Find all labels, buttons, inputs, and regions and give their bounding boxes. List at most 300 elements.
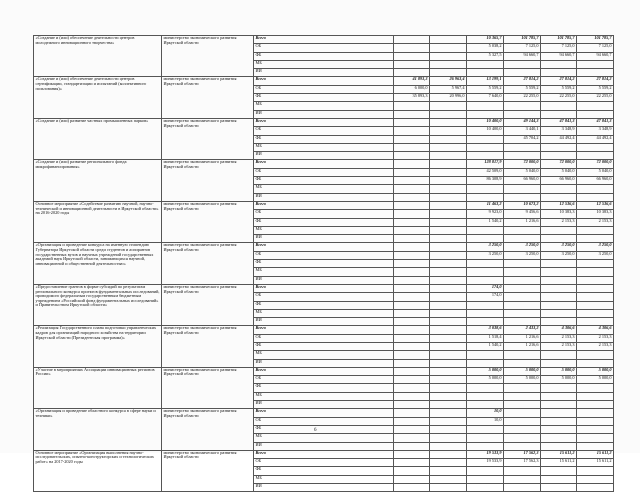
amount-cell: [430, 235, 467, 243]
funding-source: ФБ: [254, 177, 394, 185]
amount-cell: [504, 467, 541, 475]
amount-cell: [430, 135, 467, 143]
amount-cell: [430, 367, 467, 375]
amount-cell: [504, 434, 541, 442]
funding-source: Всего: [254, 326, 394, 334]
funding-source: ФБ: [254, 135, 394, 143]
amount-cell: [541, 276, 577, 284]
funding-source: ИИ: [254, 110, 394, 118]
amount-cell: [577, 417, 614, 425]
amount-cell: [541, 392, 577, 400]
funding-source: МБ: [254, 143, 394, 151]
funding-source: МБ: [254, 392, 394, 400]
amount-cell: 3 250,0: [577, 251, 614, 259]
program-name: «Организация и проведение конкурса на именную стипендию Губернатора Иркутской области среди студентов и аспирантов государственных вузов и научных учреждений государственных академий наук Иркутской области, занимающихся научной, инновационной и общественной деятельностью»: [34, 243, 162, 284]
amount-cell: 1 518,4: [467, 334, 504, 342]
amount-cell: 7 125,0: [504, 44, 541, 52]
funding-source: ИИ: [254, 359, 394, 367]
funding-source: МБ: [254, 351, 394, 359]
amount-cell: [430, 409, 467, 417]
amount-cell: [430, 351, 467, 359]
amount-cell: [577, 193, 614, 201]
amount-cell: [467, 425, 504, 433]
funding-source: ФБ: [254, 218, 394, 226]
table-row: [34, 36, 614, 44]
amount-cell: 1 216,6: [504, 342, 541, 350]
amount-cell: [467, 268, 504, 276]
amount-cell: [577, 442, 614, 450]
amount-cell: [467, 193, 504, 201]
amount-cell: 10 383,3: [577, 210, 614, 218]
amount-cell: [541, 417, 577, 425]
funding-source: ОБ: [254, 127, 394, 135]
funding-source: Всего: [254, 243, 394, 251]
amount-cell: [430, 484, 467, 492]
amount-cell: [504, 60, 541, 68]
amount-cell: [394, 235, 430, 243]
amount-cell: 11 463,2: [467, 201, 504, 209]
amount-cell: [577, 318, 614, 326]
program-executor: министерство экономического развития Иркутской области: [162, 450, 254, 491]
amount-cell: 1 216,6: [504, 334, 541, 342]
amount-cell: [394, 475, 430, 483]
amount-cell: 47 841,3: [541, 118, 577, 126]
amount-cell: [577, 102, 614, 110]
amount-cell: 5 038,2: [467, 44, 504, 52]
funding-source: ФБ: [254, 94, 394, 102]
amount-cell: [541, 152, 577, 160]
amount-cell: [467, 276, 504, 284]
funding-source: Всего: [254, 201, 394, 209]
amount-cell: [541, 293, 577, 301]
amount-cell: 1 540,2: [467, 342, 504, 350]
amount-cell: [430, 434, 467, 442]
amount-cell: [541, 143, 577, 151]
amount-cell: [394, 318, 430, 326]
amount-cell: 2 153,3: [541, 342, 577, 350]
amount-cell: [394, 218, 430, 226]
amount-cell: [504, 359, 541, 367]
amount-cell: [394, 268, 430, 276]
amount-cell: [467, 235, 504, 243]
table-row: [34, 243, 614, 251]
amount-cell: [430, 260, 467, 268]
funding-source: МБ: [254, 309, 394, 317]
funding-source: ИИ: [254, 152, 394, 160]
amount-cell: [394, 301, 430, 309]
amount-cell: [504, 442, 541, 450]
amount-cell: [430, 102, 467, 110]
amount-cell: [430, 218, 467, 226]
amount-cell: 10,0: [467, 409, 504, 417]
funding-source: Всего: [254, 36, 394, 44]
amount-cell: 3 348,9: [577, 127, 614, 135]
amount-cell: [504, 102, 541, 110]
amount-cell: [394, 226, 430, 234]
amount-cell: [394, 177, 430, 185]
amount-cell: 3 250,0: [504, 243, 541, 251]
amount-cell: [394, 260, 430, 268]
amount-cell: [430, 334, 467, 342]
amount-cell: [394, 459, 430, 467]
funding-source: ИИ: [254, 401, 394, 409]
amount-cell: 19 533,9: [467, 459, 504, 467]
amount-cell: [577, 268, 614, 276]
amount-cell: [467, 69, 504, 77]
table-row: [34, 450, 614, 458]
amount-cell: [430, 318, 467, 326]
funding-source: ИИ: [254, 235, 394, 243]
table-row: [34, 201, 614, 209]
amount-cell: 44 492,4: [541, 135, 577, 143]
amount-cell: [467, 260, 504, 268]
amount-cell: 5 000,0: [504, 376, 541, 384]
funding-source: МБ: [254, 102, 394, 110]
table-row: [34, 284, 614, 292]
funding-source: Всего: [254, 77, 394, 85]
amount-cell: [430, 276, 467, 284]
program-name: Основное мероприятие «Содействие развитию научной, научно-технической и инновационной деятельности в Иркутской области» на 2016-2020 годы: [34, 201, 162, 242]
amount-cell: [394, 401, 430, 409]
amount-cell: [541, 301, 577, 309]
amount-cell: 10 673,2: [504, 201, 541, 209]
amount-cell: 47 841,3: [577, 118, 614, 126]
amount-cell: 6 000,0: [394, 85, 430, 93]
amount-cell: [394, 392, 430, 400]
amount-cell: [430, 359, 467, 367]
amount-cell: 72 000,0: [577, 160, 614, 168]
amount-cell: [541, 309, 577, 317]
amount-cell: 10,0: [467, 417, 504, 425]
program-name: «Создание и (или) развитие частных промышленных парков»: [34, 118, 162, 159]
amount-cell: 5 000,0: [467, 367, 504, 375]
amount-cell: 27 814,2: [577, 77, 614, 85]
amount-cell: [430, 376, 467, 384]
funding-source: ИИ: [254, 276, 394, 284]
funding-source: ИИ: [254, 69, 394, 77]
page-number: 6: [314, 428, 317, 433]
amount-cell: [577, 301, 614, 309]
program-executor: министерство экономического развития Иркутской области: [162, 160, 254, 201]
amount-cell: 94 660,7: [541, 52, 577, 60]
funding-source: ОБ: [254, 85, 394, 93]
program-name: «Предоставление грантов в форме субсидий по результатам регионального конкурса проектов фундаментальных исследований, проводимого федеральным государственным бюджетным учреждением «Российский фонд фундаментальных исследований» и Правительством Иркутской области»: [34, 284, 162, 325]
amount-cell: [430, 251, 467, 259]
amount-cell: [467, 226, 504, 234]
amount-cell: 42 509,0: [467, 168, 504, 176]
table-row: [34, 367, 614, 375]
amount-cell: [394, 417, 430, 425]
amount-cell: [394, 193, 430, 201]
amount-cell: [394, 276, 430, 284]
program-name: «Организация и проведение областного конкурса в сфере науки и техники»: [34, 409, 162, 450]
amount-cell: 9 456,6: [504, 210, 541, 218]
amount-cell: 10 400,0: [467, 127, 504, 135]
amount-cell: 5 000,0: [577, 376, 614, 384]
amount-cell: [577, 392, 614, 400]
amount-cell: [504, 384, 541, 392]
amount-cell: 174,0: [467, 284, 504, 292]
amount-cell: [394, 384, 430, 392]
amount-cell: 5 559,2: [577, 85, 614, 93]
amount-cell: [504, 401, 541, 409]
amount-cell: [504, 193, 541, 201]
program-executor: министерство экономического развития Иркутской области: [162, 367, 254, 408]
amount-cell: [394, 135, 430, 143]
amount-cell: 3 250,0: [541, 243, 577, 251]
funding-source: ФБ: [254, 384, 394, 392]
amount-cell: [394, 69, 430, 77]
amount-cell: [430, 384, 467, 392]
amount-cell: 4 306,6: [577, 326, 614, 334]
amount-cell: [430, 143, 467, 151]
amount-cell: [577, 475, 614, 483]
amount-cell: 45 704,2: [504, 135, 541, 143]
amount-cell: [577, 351, 614, 359]
amount-cell: [504, 351, 541, 359]
program-name: Основное мероприятие «Организация выполнения научно-исследовательских, опытно-конструкторских и технологических работ» на 2017-2020 годы: [34, 450, 162, 491]
funding-source: ОБ: [254, 376, 394, 384]
amount-cell: [577, 143, 614, 151]
amount-cell: [430, 44, 467, 52]
amount-cell: [541, 69, 577, 77]
amount-cell: 5 967,4: [430, 85, 467, 93]
amount-cell: 10 365,7: [467, 36, 504, 44]
amount-cell: [430, 52, 467, 60]
amount-cell: [430, 450, 467, 458]
amount-cell: [467, 143, 504, 151]
amount-cell: [430, 309, 467, 317]
funding-source: ФБ: [254, 425, 394, 433]
amount-cell: [430, 417, 467, 425]
amount-cell: [577, 309, 614, 317]
amount-cell: 7 125,0: [577, 44, 614, 52]
funding-source: ОБ: [254, 293, 394, 301]
amount-cell: [577, 434, 614, 442]
amount-cell: [430, 201, 467, 209]
amount-cell: [430, 467, 467, 475]
amount-cell: 17 562,3: [504, 450, 541, 458]
amount-cell: [467, 110, 504, 118]
amount-cell: [467, 309, 504, 317]
amount-cell: [430, 226, 467, 234]
amount-cell: 3 038,6: [467, 326, 504, 334]
amount-cell: [504, 425, 541, 433]
amount-cell: 15 611,2: [541, 459, 577, 467]
amount-cell: 94 660,7: [504, 52, 541, 60]
funding-source: МБ: [254, 226, 394, 234]
amount-cell: [430, 301, 467, 309]
amount-cell: 3 250,0: [577, 243, 614, 251]
amount-cell: [577, 425, 614, 433]
amount-cell: [467, 185, 504, 193]
program-name: «Создание и (или) обеспечение деятельности центров молодежного инновационного творчества»: [34, 36, 162, 77]
amount-cell: [504, 284, 541, 292]
amount-cell: 27 814,2: [504, 77, 541, 85]
funding-source: МБ: [254, 60, 394, 68]
amount-cell: 15 611,2: [577, 459, 614, 467]
amount-cell: 3 250,0: [467, 251, 504, 259]
amount-cell: 101 785,7: [504, 36, 541, 44]
amount-cell: [394, 118, 430, 126]
amount-cell: [577, 69, 614, 77]
amount-cell: [541, 384, 577, 392]
amount-cell: [504, 69, 541, 77]
amount-cell: [467, 392, 504, 400]
amount-cell: 86 308,9: [467, 177, 504, 185]
amount-cell: [541, 185, 577, 193]
amount-cell: [430, 177, 467, 185]
amount-cell: 12 536,6: [541, 201, 577, 209]
amount-cell: [504, 185, 541, 193]
amount-cell: [577, 384, 614, 392]
amount-cell: [394, 201, 430, 209]
amount-cell: [577, 293, 614, 301]
amount-cell: [504, 276, 541, 284]
amount-cell: [504, 409, 541, 417]
funding-source: Всего: [254, 160, 394, 168]
program-executor: министерство экономического развития Иркутской области: [162, 36, 254, 77]
amount-cell: [577, 60, 614, 68]
amount-cell: [430, 127, 467, 135]
amount-cell: 7 125,0: [541, 44, 577, 52]
amount-cell: 13 199,1: [467, 77, 504, 85]
amount-cell: 1 216,6: [504, 218, 541, 226]
amount-cell: [577, 401, 614, 409]
amount-cell: [467, 442, 504, 450]
amount-cell: 22 255,0: [504, 94, 541, 102]
amount-cell: 3 250,0: [504, 251, 541, 259]
amount-cell: [430, 293, 467, 301]
amount-cell: [430, 425, 467, 433]
amount-cell: [394, 243, 430, 251]
amount-cell: [430, 459, 467, 467]
funding-source: Всего: [254, 118, 394, 126]
amount-cell: 5 000,0: [541, 376, 577, 384]
amount-cell: [541, 359, 577, 367]
amount-cell: [430, 326, 467, 334]
budget-table: [33, 35, 614, 492]
funding-source: ОБ: [254, 210, 394, 218]
amount-cell: [577, 110, 614, 118]
amount-cell: [394, 309, 430, 317]
amount-cell: [467, 401, 504, 409]
amount-cell: [430, 342, 467, 350]
amount-cell: 20 996,0: [430, 94, 467, 102]
amount-cell: [577, 260, 614, 268]
amount-cell: [504, 484, 541, 492]
amount-cell: 4 306,6: [541, 326, 577, 334]
amount-cell: [430, 168, 467, 176]
amount-cell: 22 255,0: [577, 94, 614, 102]
amount-cell: 72 000,0: [504, 160, 541, 168]
program-executor: министерство экономического развития Иркутской области: [162, 77, 254, 118]
amount-cell: 66 960,0: [577, 177, 614, 185]
funding-source: ОБ: [254, 251, 394, 259]
funding-source: Всего: [254, 367, 394, 375]
amount-cell: [541, 425, 577, 433]
funding-source: ОБ: [254, 168, 394, 176]
amount-cell: [394, 44, 430, 52]
amount-cell: 5 040,0: [577, 168, 614, 176]
amount-cell: 5 559,2: [504, 85, 541, 93]
funding-source: Всего: [254, 284, 394, 292]
funding-source: ИИ: [254, 193, 394, 201]
amount-cell: 12 536,6: [577, 201, 614, 209]
amount-cell: [541, 235, 577, 243]
amount-cell: [504, 417, 541, 425]
amount-cell: [430, 243, 467, 251]
table-row: [34, 118, 614, 126]
amount-cell: 5 000,0: [504, 367, 541, 375]
funding-source: МБ: [254, 475, 394, 483]
amount-cell: [504, 110, 541, 118]
program-executor: министерство экономического развития Иркутской области: [162, 201, 254, 242]
amount-cell: [394, 110, 430, 118]
amount-cell: [577, 409, 614, 417]
amount-cell: 101 785,7: [577, 36, 614, 44]
funding-source: МБ: [254, 185, 394, 193]
amount-cell: 72 000,0: [541, 160, 577, 168]
amount-cell: [467, 60, 504, 68]
amount-cell: 7 640,0: [467, 94, 504, 102]
table-row: [34, 77, 614, 85]
amount-cell: [541, 409, 577, 417]
amount-cell: [541, 260, 577, 268]
amount-cell: [541, 110, 577, 118]
amount-cell: [430, 401, 467, 409]
amount-cell: [430, 284, 467, 292]
funding-source: ИИ: [254, 484, 394, 492]
amount-cell: [394, 450, 430, 458]
amount-cell: [467, 484, 504, 492]
amount-cell: 22 255,0: [541, 94, 577, 102]
amount-cell: [430, 392, 467, 400]
amount-cell: [577, 152, 614, 160]
funding-source: ОБ: [254, 44, 394, 52]
amount-cell: [394, 102, 430, 110]
amount-cell: [394, 60, 430, 68]
amount-cell: [430, 268, 467, 276]
amount-cell: 3 348,9: [541, 127, 577, 135]
amount-cell: 19 533,9: [467, 450, 504, 458]
amount-cell: [541, 268, 577, 276]
amount-cell: [394, 326, 430, 334]
amount-cell: [430, 152, 467, 160]
table-row: [34, 160, 614, 168]
amount-cell: [504, 392, 541, 400]
amount-cell: 5 000,0: [577, 367, 614, 375]
amount-cell: [394, 467, 430, 475]
funding-source: ФБ: [254, 52, 394, 60]
amount-cell: 101 785,7: [541, 36, 577, 44]
program-name: «Создание и (или) развитие регионального фонда микрофинансирования»: [34, 160, 162, 201]
amount-cell: 2 153,3: [577, 334, 614, 342]
amount-cell: [430, 110, 467, 118]
funding-source: ФБ: [254, 260, 394, 268]
amount-cell: [430, 69, 467, 77]
amount-cell: 26 963,4: [430, 77, 467, 85]
amount-cell: 66 960,0: [504, 177, 541, 185]
amount-cell: [541, 351, 577, 359]
funding-source: ИИ: [254, 442, 394, 450]
amount-cell: [394, 251, 430, 259]
program-executor: министерство экономического развития Иркутской области: [162, 326, 254, 367]
amount-cell: [467, 467, 504, 475]
amount-cell: [430, 118, 467, 126]
funding-source: Всего: [254, 450, 394, 458]
program-name: «Реализация Государственного плана подготовки управленческих кадров для организаций народного хозяйства на территории Иркутской области (Президентская программа)»: [34, 326, 162, 367]
